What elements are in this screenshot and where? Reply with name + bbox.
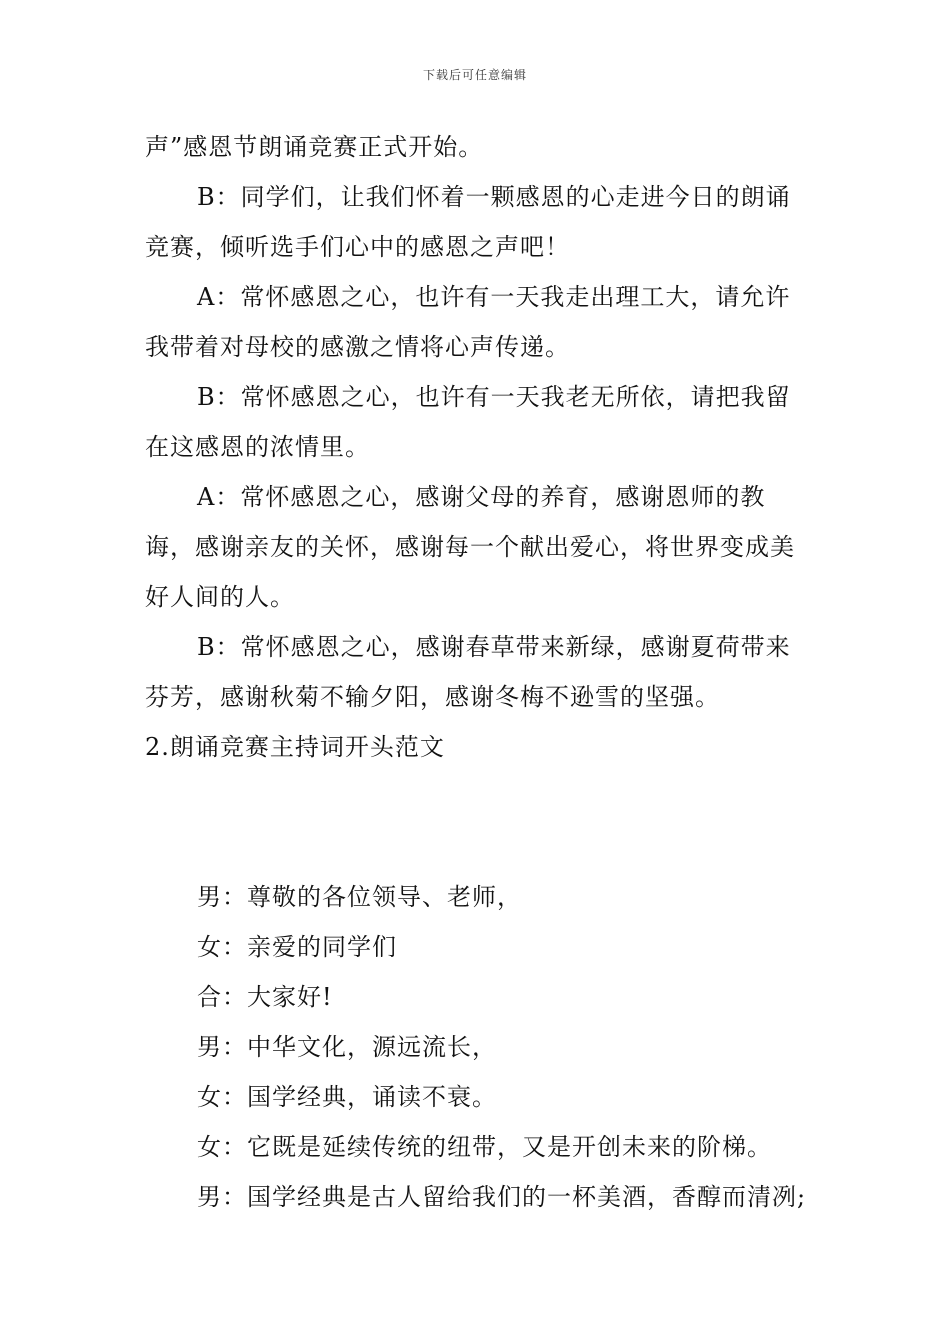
page-header: 下载后可任意编辑 [422,68,527,82]
paragraph-b-welcome: B：同学们，让我们怀着一颗感恩的心走进今日的朗诵竞赛，倾听选手们心中的感恩之声吧！ [145,183,791,261]
paragraph-b-old-age: B：常怀感恩之心，也许有一天我老无所依，请把我留在这感恩的浓情里。 [145,383,791,461]
line-female-classics: 女：国学经典，诵读不衰。 [197,1083,497,1111]
line-male-greeting: 男：尊敬的各位领导、老师， [197,883,522,911]
paragraph-b-thanks-seasons: B：常怀感恩之心，感谢春草带来新绿，感谢夏荷带来芬芳，感谢秋菊不输夕阳，感谢冬梅不逊雪的坚强。 [145,633,791,711]
paragraph-continuation: 声”感恩节朗诵竞赛正式开始。 [145,133,484,161]
section-spacer [145,772,815,872]
line-male-wine: 男：国学经典是古人留给我们的一杯美酒，香醇而清冽; [197,1183,807,1211]
paragraph-a-alma-mater: A：常怀感恩之心，也许有一天我走出理工大，请允许我带着对母校的感激之情将心声传递。 [145,283,791,361]
line-female-greeting: 女：亲爱的同学们 [197,933,397,961]
line-together-hello: 合：大家好! [197,983,333,1011]
document-body [145,122,815,1222]
line-male-culture: 男：中华文化，源远流长， [197,1033,497,1061]
paragraph-a-thanks-people: A：常怀感恩之心，感谢父母的养育，感谢恩师的教诲，感谢亲友的关怀，感谢每一个献出爱心，将世界变成美好人间的人。 [145,483,795,611]
line-female-tradition: 女：它既是延续传统的纽带，又是开创未来的阶梯。 [197,1133,772,1161]
section-heading: 2.朗诵竞赛主持词开头范文 [145,733,445,761]
